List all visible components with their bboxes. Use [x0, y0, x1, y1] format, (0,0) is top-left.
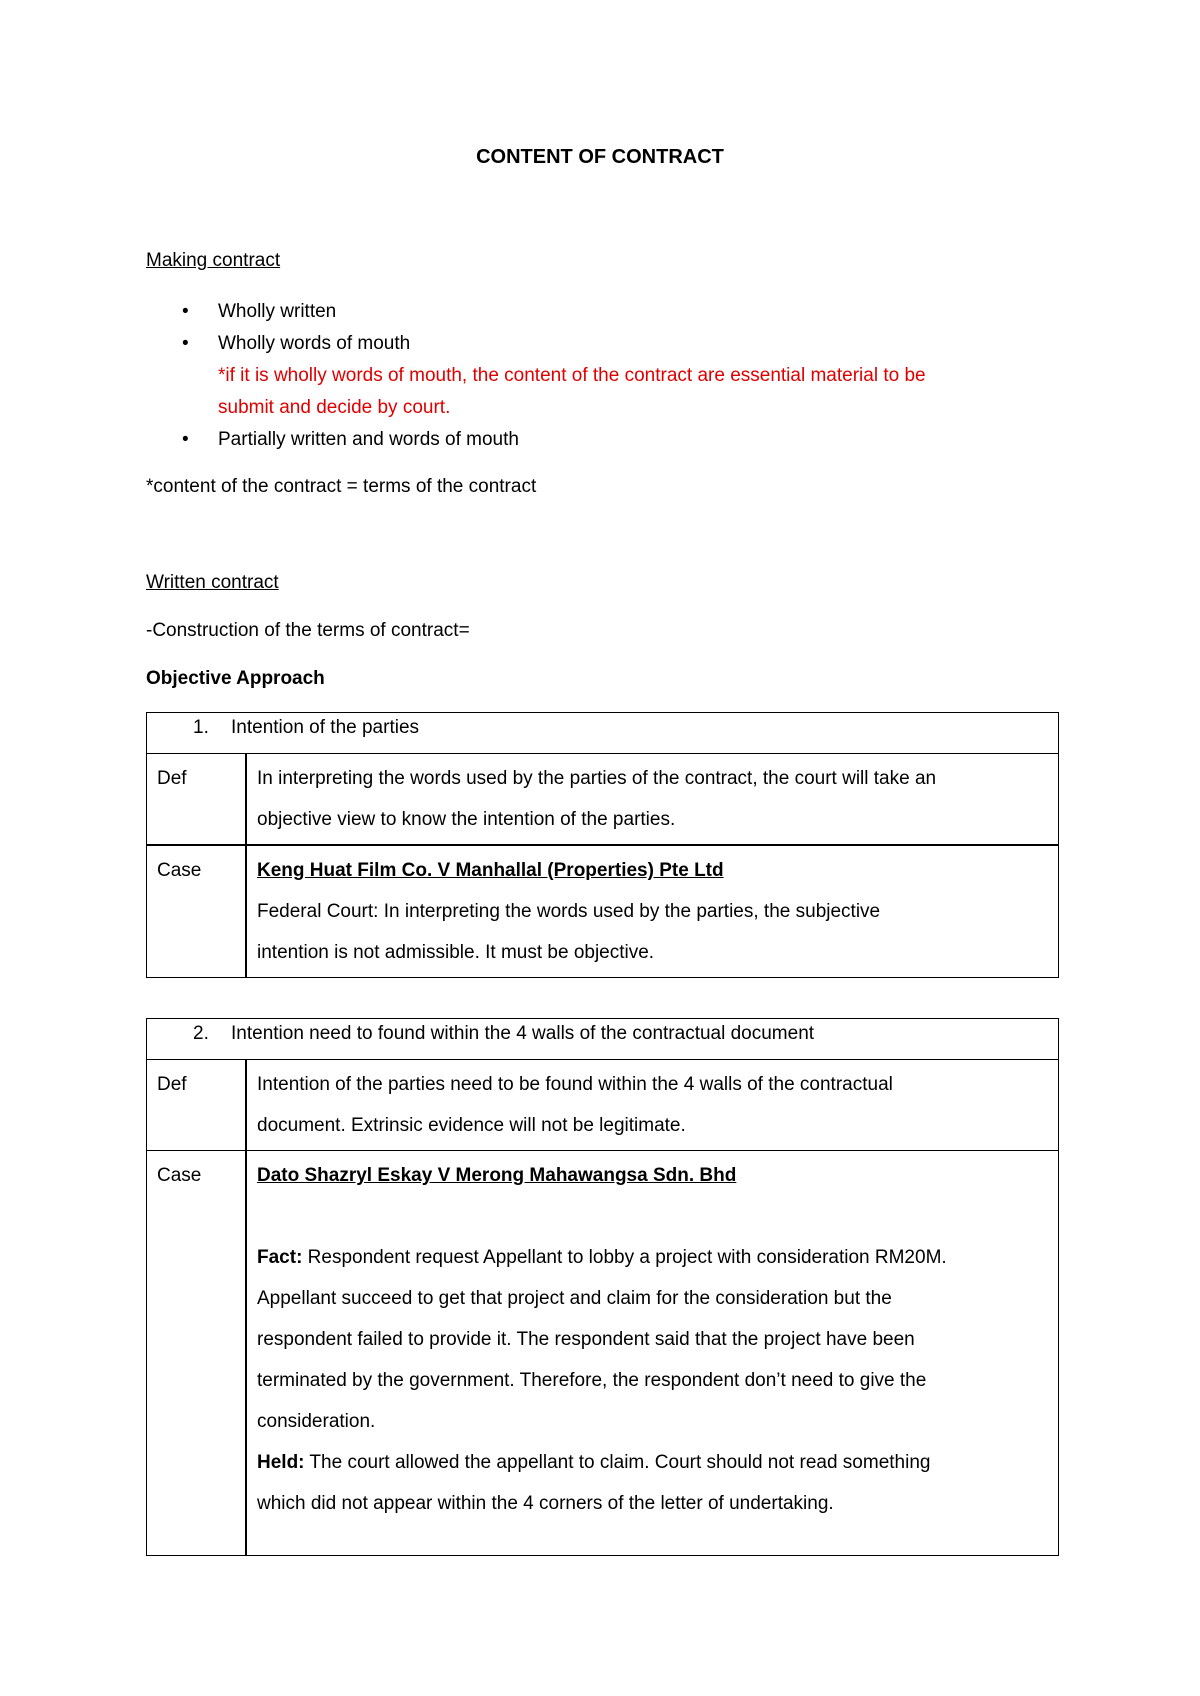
- making-contract-heading: Making contract: [146, 250, 281, 271]
- case-title: Keng Huat Film Co. V Manhallal (Properties) Pte Ltd: [257, 860, 724, 881]
- case-cell: Dato Shazryl Eskay V Merong Mahawangsa Sdn. Bhd Fact: Respondent request Appellant to lobby a project with consideration RM20M. Appellant succeed to get that project and claim for the consideration but the respondent failed to provide it. The respondent said that the project have been terminated by the government. Therefore, the respondent don’t need to give the consideration. Held: The court allowed the appellant to claim. Court should not read something which did not appear within the 4 corners of the letter of undertaking.: [246, 1151, 1059, 1556]
- def-label: Def: [147, 754, 247, 846]
- content-footnote: *content of the contract = terms of the contract: [146, 476, 537, 497]
- table-row: [147, 754, 1059, 846]
- list-item: • Wholly written: [146, 296, 1046, 328]
- making-contract-list: [146, 296, 1046, 456]
- bullet-icon: •: [182, 429, 189, 450]
- def-label: Def: [147, 1060, 247, 1151]
- table-intention-parties: [146, 712, 1059, 978]
- table-header: 1. Intention of the parties: [147, 713, 1059, 754]
- table-row: [147, 1060, 1059, 1151]
- case-label: Case: [147, 845, 247, 978]
- bullet-icon: •: [182, 301, 189, 322]
- case-title: Dato Shazryl Eskay V Merong Mahawangsa Sdn. Bhd: [257, 1165, 737, 1186]
- objective-approach-heading: Objective Approach: [146, 668, 325, 689]
- held-label: Held:: [257, 1452, 305, 1473]
- def-cell: In interpreting the words used by the parties of the contract, the court will take an objective view to know the intention of the parties.: [246, 754, 1059, 846]
- list-item: • Wholly words of mouth *if it is wholly words of mouth, the content of the contract are essential material to be submit and decide by court.: [146, 328, 1046, 424]
- fact-label: Fact:: [257, 1247, 303, 1268]
- red-note-line-2: submit and decide by court.: [218, 397, 451, 418]
- table-four-walls: [146, 1018, 1059, 1556]
- construction-line: -Construction of the terms of contract=: [146, 620, 470, 641]
- table-row: [147, 1019, 1059, 1060]
- written-contract-heading: Written contract: [146, 572, 279, 593]
- page-title: CONTENT OF CONTRACT: [476, 146, 724, 168]
- bullet-icon: •: [182, 333, 189, 354]
- list-item: • Partially written and words of mouth: [146, 424, 1046, 456]
- case-cell: Keng Huat Film Co. V Manhallal (Properties) Pte Ltd Federal Court: In interpreting the words used by the parties, the subjective intention is not admissible. It must be objective.: [246, 845, 1059, 978]
- table-header: 2. Intention need to found within the 4 walls of the contractual document: [147, 1019, 1059, 1060]
- table-row: [147, 713, 1059, 754]
- red-note-line-1: *if it is wholly words of mouth, the content of the contract are essential material to be: [218, 365, 926, 386]
- table-row: [147, 845, 1059, 978]
- case-label: Case: [147, 1151, 247, 1556]
- def-cell: Intention of the parties need to be found within the 4 walls of the contractual document. Extrinsic evidence will not be legitimate.: [246, 1060, 1059, 1151]
- table-row: [147, 1151, 1059, 1556]
